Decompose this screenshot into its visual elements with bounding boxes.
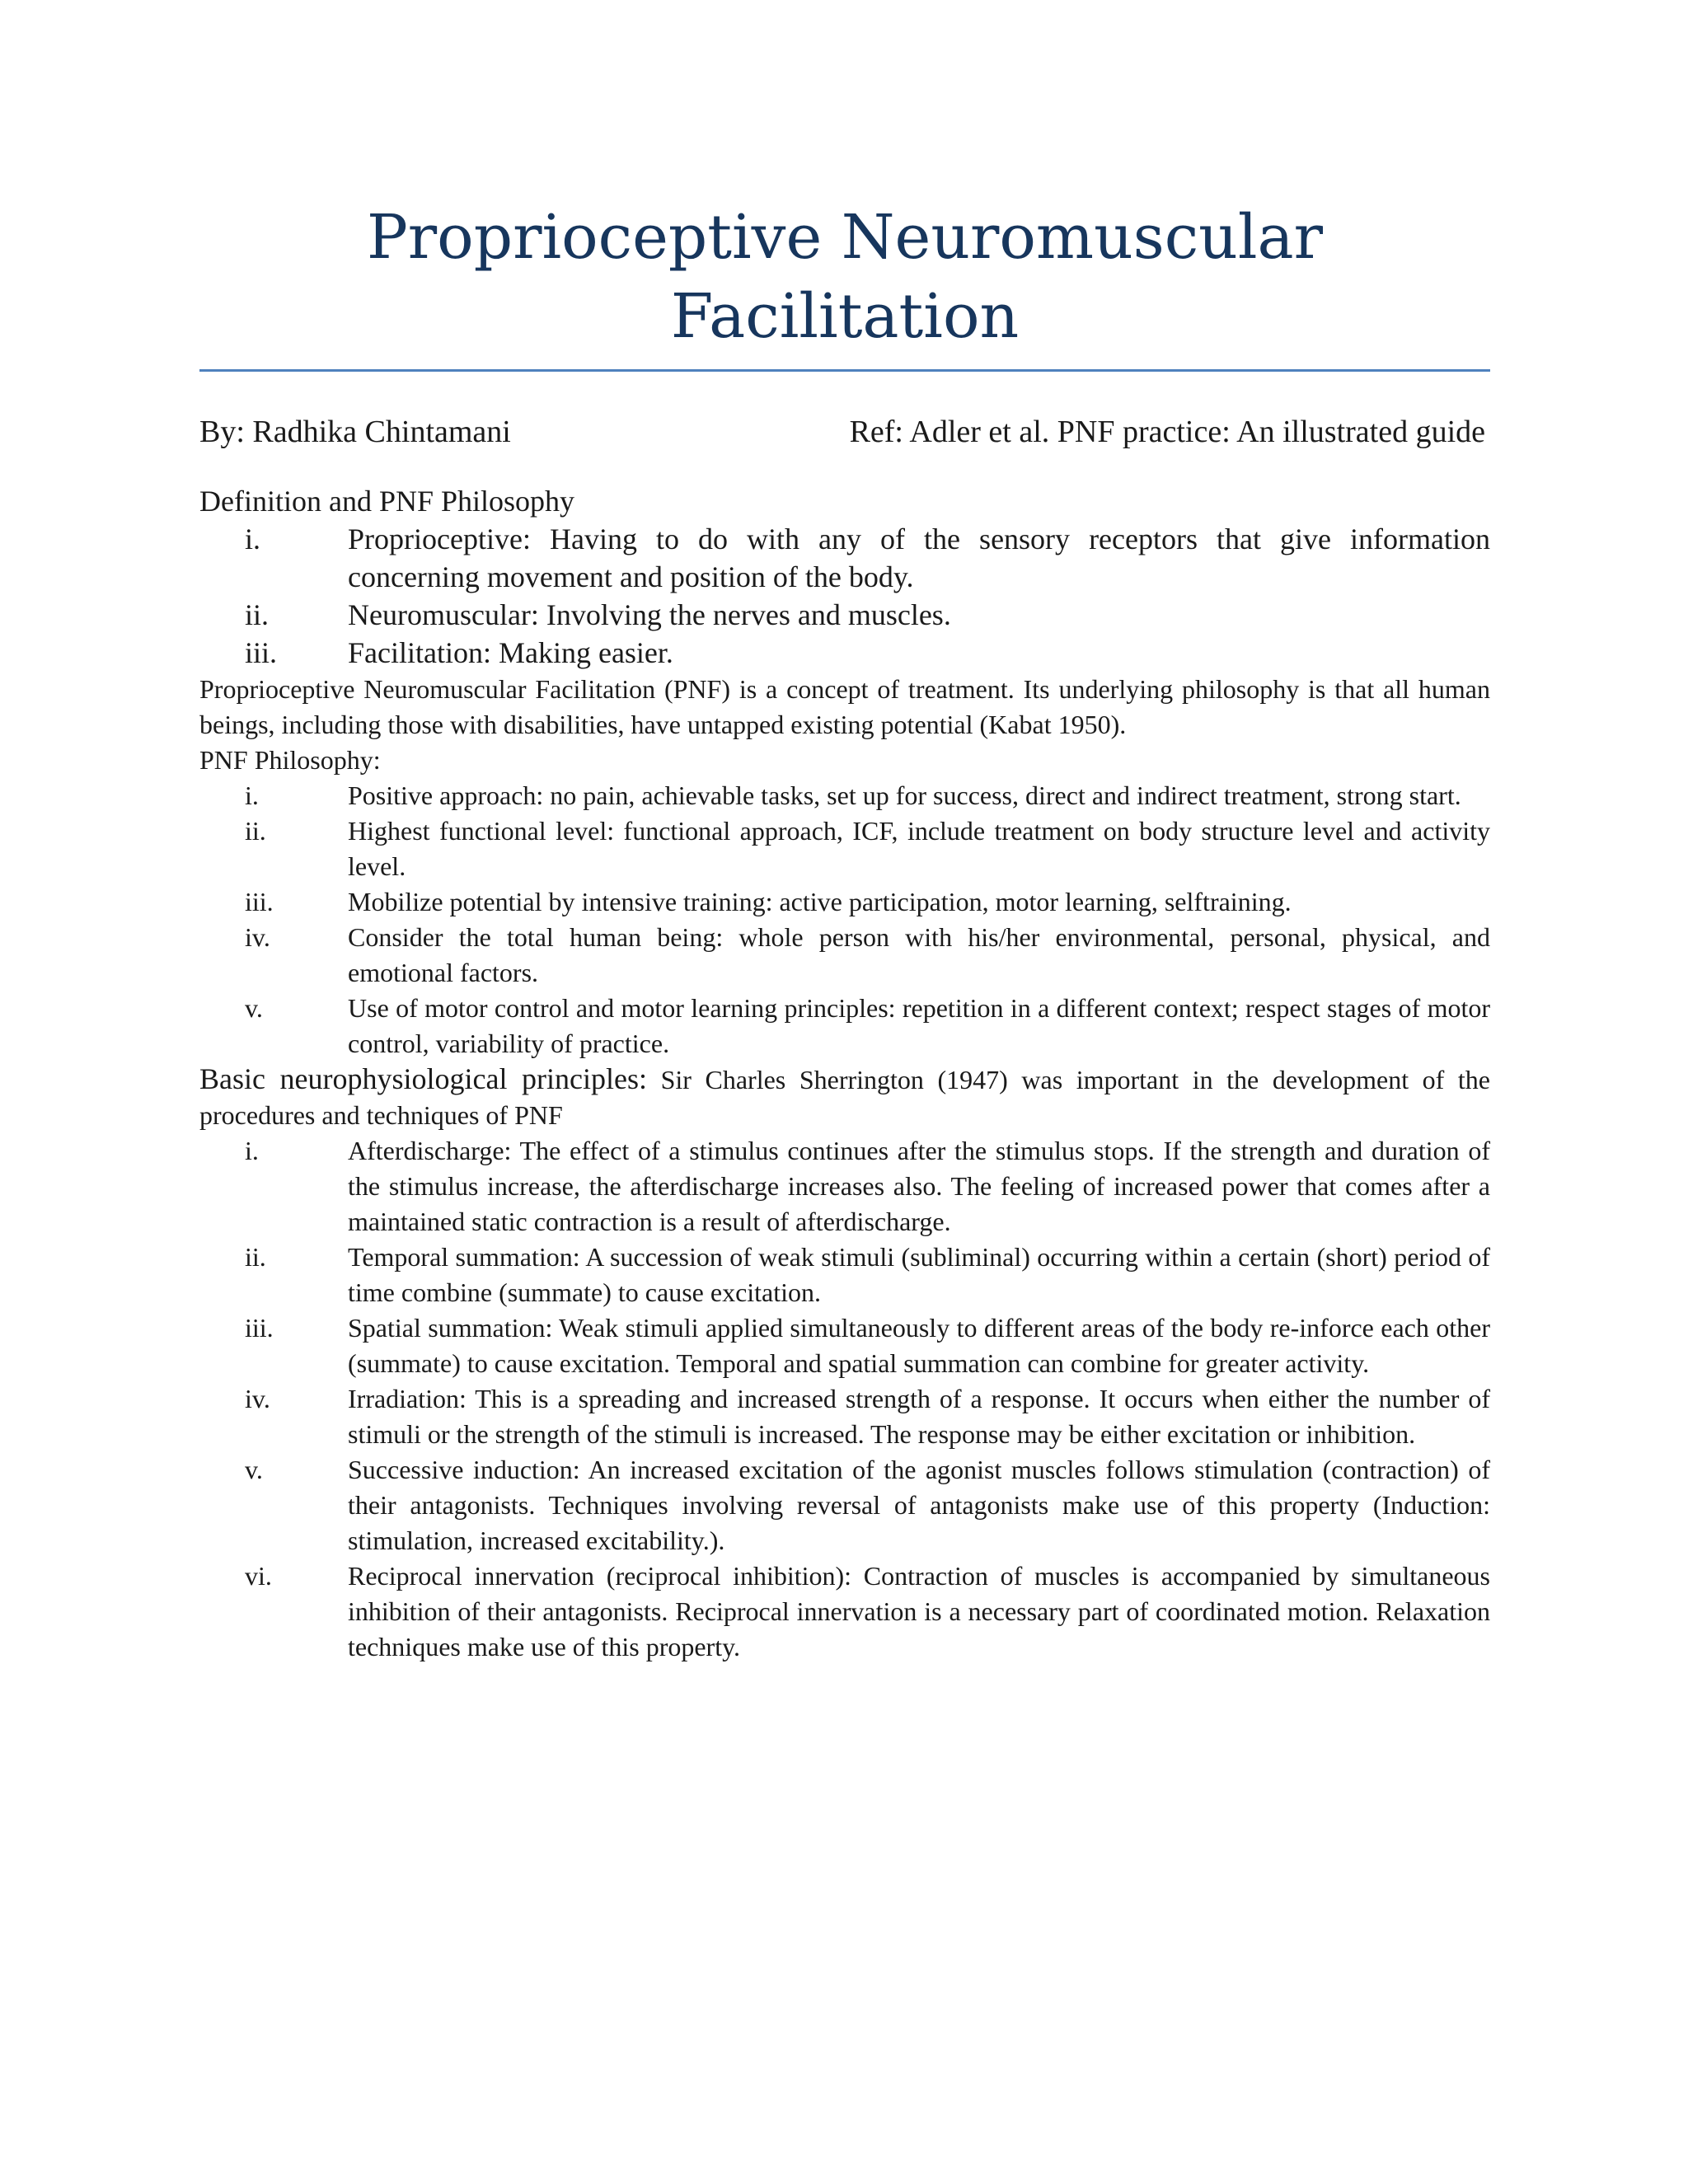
list-item: i. Afterdischarge: The effect of a stimulus continues after the stimulus stops. If the strength and duration of the stimulus increase, the afterdischarge increases also. The feeling of increased power that comes after a maintained static contraction is a result of afterdischarge. xyxy=(245,1136,1490,1236)
principles-intro-text: Sir Charles Sherrington (1947) was important in the development of the procedures and techniques of PNF xyxy=(199,1065,1491,1130)
list-item: ii. Highest functional level: functional approach, ICF, include treatment on body structure level and activity level. xyxy=(245,816,1490,881)
list-item: v. Use of motor control and motor learning principles: repetition in a different context; respect stages of motor control, variability of practice. xyxy=(245,993,1490,1058)
list-item: iii. Mobilize potential by intensive training: active participation, motor learning, selftraining. xyxy=(245,887,1292,916)
byline xyxy=(199,413,1490,451)
author: By: Radhika Chintamani xyxy=(199,415,511,449)
list-item: iv. Irradiation: This is a spreading and increased strength of a response. It occurs when either the number of stimuli or the strength of the stimuli is increased. The response may be either excitation or inhibition. xyxy=(245,1384,1490,1449)
document-page xyxy=(199,198,1490,1665)
list-item: iv. Consider the total human being: whole person with his/her environmental, personal, physical, and emotional factors. xyxy=(245,922,1490,987)
definition-list xyxy=(199,520,1490,672)
list-item: ii. Temporal summation: A succession of weak stimuli (subliminal) occurring within a certain (short) period of time combine (summate) to cause excitation. xyxy=(245,1242,1490,1307)
title-divider xyxy=(199,369,1490,372)
philosophy-heading: PNF Philosophy: xyxy=(199,745,381,775)
title-line-1: Proprioceptive Neuromuscular xyxy=(366,202,1323,273)
list-item: i. Proprioceptive: Having to do with any of the sensory receptors that give information concerning movement and position of the body. xyxy=(245,523,1490,593)
principles-heading: Basic neurophysiological principles: xyxy=(199,1062,648,1095)
intro-paragraph: Proprioceptive Neuromuscular Facilitation (PNF) is a concept of treatment. Its underlying philosophy is that all human beings, including those with disabilities, have untapped existing potential (Kabat 1950). xyxy=(199,674,1490,739)
philosophy-list xyxy=(199,778,1490,1062)
reference: Ref: Adler et al. PNF practice: An illustrated guide xyxy=(849,415,1485,449)
list-item: iii. Spatial summation: Weak stimuli applied simultaneously to different areas of the body re-inforce each other (summate) to cause excitation. Temporal and spatial summation can combine for greater activity. xyxy=(245,1313,1490,1378)
page-title xyxy=(199,198,1490,356)
list-item: vi. Reciprocal innervation (reciprocal inhibition): Contraction of muscles is accompanied by simultaneous inhibition of their antagonists. Reciprocal innervation is a necessary part of coordinated motion. Relaxation techniques make use of this property. xyxy=(245,1561,1490,1661)
list-item: iii. Facilitation: Making easier. xyxy=(245,636,673,669)
definition-heading: Definition and PNF Philosophy xyxy=(199,485,575,518)
list-item: i. Positive approach: no pain, achievable tasks, set up for success, direct and indirect treatment, strong start. xyxy=(245,780,1461,810)
list-item: v. Successive induction: An increased excitation of the agonist muscles follows stimulation (contraction) of their antagonists. Techniques involving reversal of antagonists make use of this property (Induction: stimulation, increased excitability.). xyxy=(245,1455,1490,1555)
principles-intro xyxy=(199,1062,1490,1133)
title-line-2: Facilitation xyxy=(670,281,1020,352)
principles-list xyxy=(199,1133,1490,1665)
list-item: ii. Neuromuscular: Involving the nerves and muscles. xyxy=(245,598,951,631)
